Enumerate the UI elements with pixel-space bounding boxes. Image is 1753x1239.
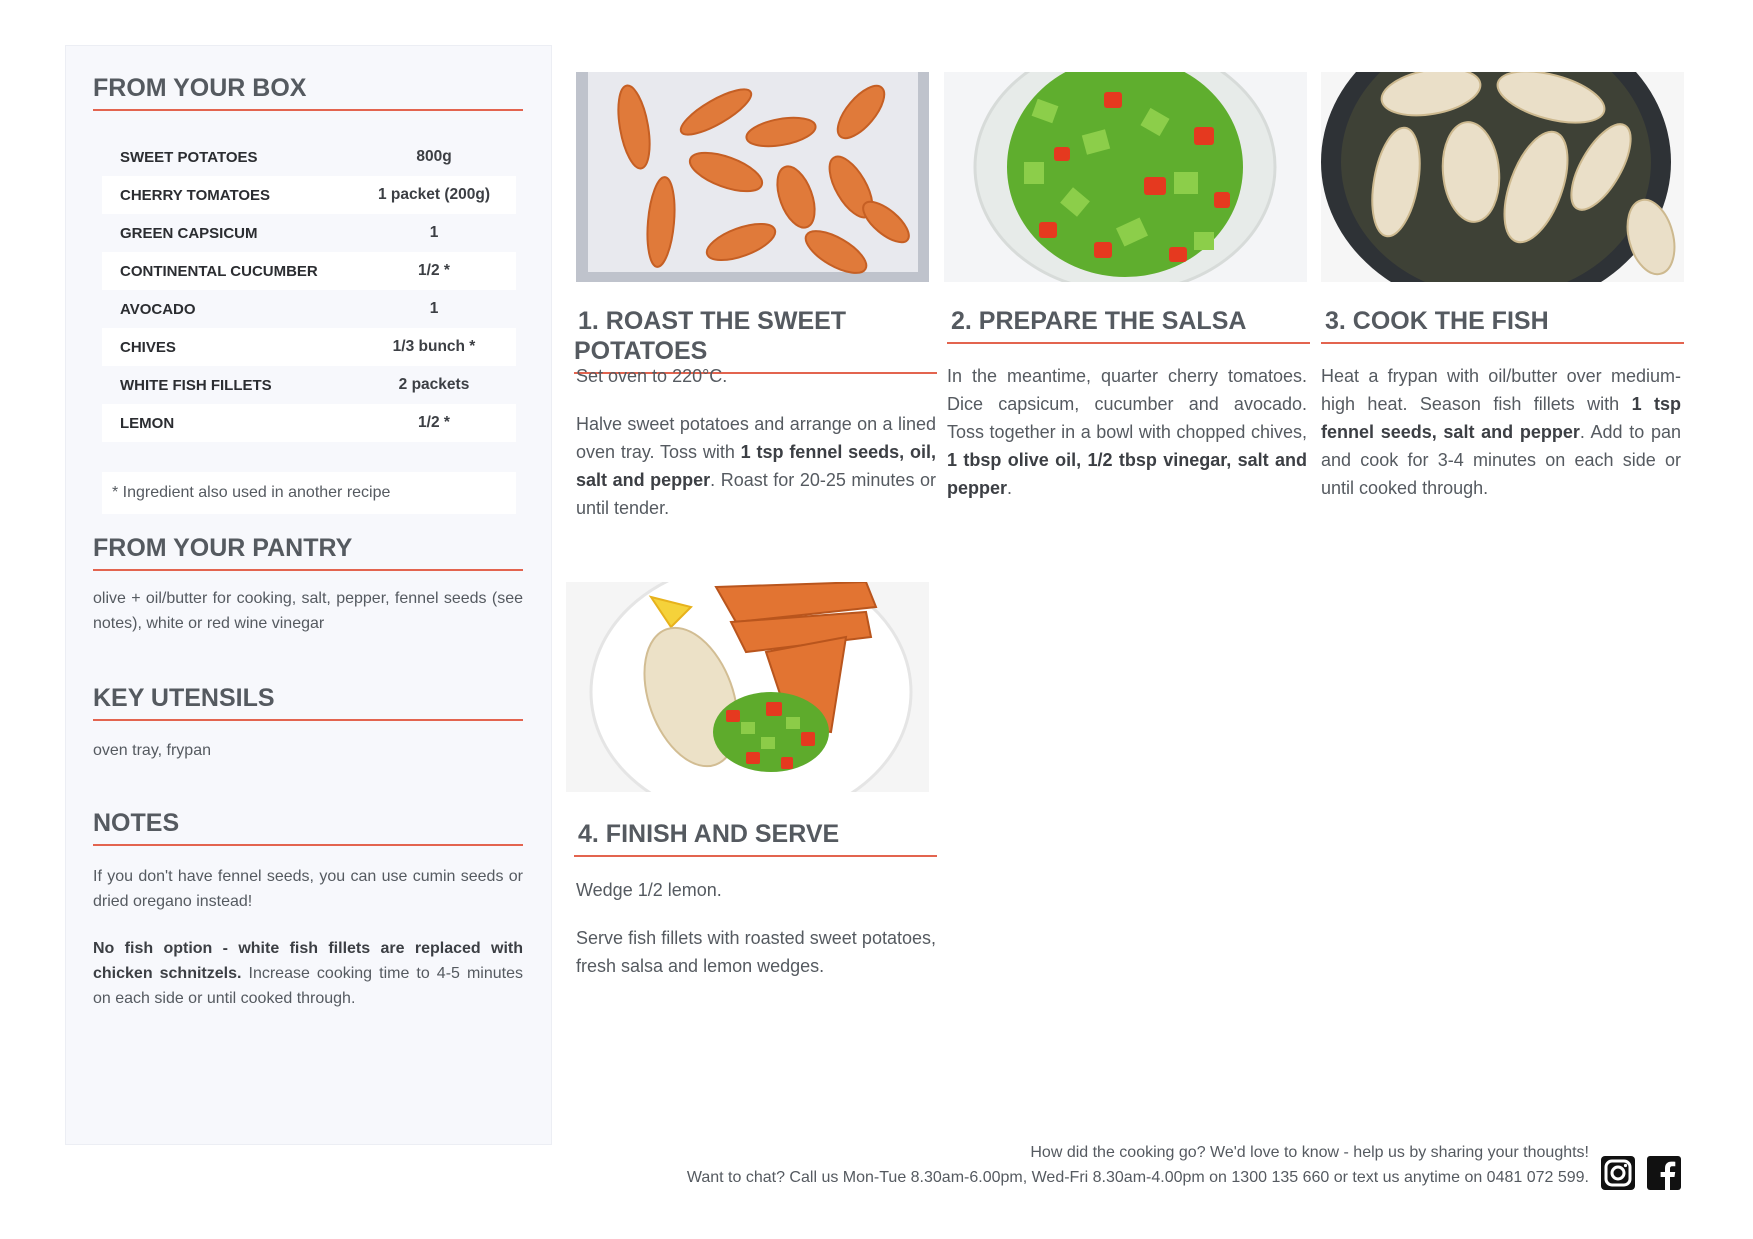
- step-4-title-text: 4. FINISH AND SERVE: [578, 820, 840, 848]
- step-1-text-c: . Roast for 20-25 minutes or until tender.: [576, 470, 936, 518]
- ingredient-row: [102, 176, 516, 214]
- step-2-para-1: [947, 362, 1307, 502]
- ingredients-panel: [65, 45, 552, 1145]
- from-your-box-heading: FROM YOUR BOX: [93, 73, 523, 111]
- ingredient-name: AVOCADO: [120, 300, 196, 318]
- step-2-body: [947, 362, 1307, 522]
- ingredient-name: CONTINENTAL CUCUMBER: [120, 262, 318, 280]
- step-3-text-a: Heat a frypan with oil/butter over medium-high heat. Season fish fillets with: [1321, 366, 1681, 414]
- step-2-text-bold: 1 tbsp olive oil, 1/2 tbsp vinegar, salt and pepper: [947, 450, 1307, 498]
- step-4-body: [576, 876, 936, 1000]
- step-1-para-1: Set oven to 220°C.: [576, 366, 728, 386]
- step-3-title: [1321, 306, 1684, 344]
- step-2-text-c: .: [1007, 478, 1013, 498]
- ingredient-row: [102, 252, 516, 290]
- ingredient-row: [102, 404, 516, 442]
- step-1-photo: [566, 72, 929, 282]
- fish-in-frypan-image: [1321, 72, 1684, 282]
- ingredient-qty: 1/2 *: [418, 262, 450, 279]
- ingredient-name: GREEN CAPSICUM: [120, 224, 258, 242]
- notes-heading: NOTES: [93, 808, 523, 846]
- from-your-pantry-heading: FROM YOUR PANTRY: [93, 533, 523, 571]
- ingredient-row: [102, 138, 516, 176]
- step-4-title: [574, 819, 937, 857]
- step-2-text-a: In the meantime, quarter cherry tomatoes. Dice capsicum, cucumber and avocado. Toss together in a bowl with chopped chives,: [947, 366, 1307, 442]
- step-4-photo: [566, 582, 929, 792]
- step-2-photo: [944, 72, 1307, 282]
- step-1-body: [576, 362, 936, 542]
- ingredient-qty: 1: [429, 224, 439, 241]
- ingredient-row: [102, 290, 516, 328]
- ingredient-qty: 800g: [416, 148, 452, 165]
- ingredient-name: WHITE FISH FILLETS: [120, 376, 272, 394]
- step-3-text-c: . Add to pan and cook for 3-4 minutes on each side or until cooked through.: [1321, 422, 1681, 498]
- contact-text: Want to chat? Call us Mon-Tue 8.30am-6.00pm, Wed-Fri 8.30am-4.00pm on 1300 135 660 or text us anytime on 0481 072 599.: [686, 1169, 1589, 1186]
- step-3-photo: [1321, 72, 1684, 282]
- step-4-para-1: Wedge 1/2 lemon.: [576, 880, 722, 900]
- step-1-title-text: 1. ROAST THE SWEET POTATOES: [574, 307, 847, 365]
- ingredient-name: CHERRY TOMATOES: [120, 186, 271, 204]
- ingredient-row: [102, 328, 516, 366]
- step-1-text-bold: 1 tsp fennel seeds, oil, salt and pepper: [576, 442, 936, 490]
- ingredient-row: [102, 366, 516, 404]
- ingredient-name: CHIVES: [120, 338, 176, 356]
- notes-text: If you don't have fennel seeds, you can use cumin seeds or dried oregano instead!: [93, 868, 523, 910]
- feedback-text: How did the cooking go? We'd love to know - help us by sharing your thoughts!: [1030, 1144, 1589, 1161]
- notes-fish-option-rest: Increase cooking time to 4-5 minutes on each side or until cooked through.: [93, 965, 524, 1007]
- notes-fish-option: [93, 936, 523, 1011]
- step-4-para-2: Serve fish fillets with roasted sweet potatoes, fresh salsa and lemon wedges.: [576, 928, 936, 976]
- ingredient-qty: 1/3 bunch *: [392, 338, 476, 355]
- plated-dish-image: [566, 582, 929, 792]
- salsa-bowl-image: [944, 72, 1307, 282]
- instagram-icon[interactable]: [1600, 1155, 1636, 1191]
- step-1-text-a: Halve sweet potatoes and arrange on a lined oven tray. Toss with: [576, 414, 936, 462]
- ingredient-name: LEMON: [120, 414, 175, 432]
- ingredient-qty: 2 packets: [398, 376, 470, 393]
- ingredient-table: [102, 138, 516, 442]
- ingredient-qty: 1/2 *: [418, 414, 450, 431]
- roasted-sweet-potatoes-image: [566, 72, 929, 282]
- step-2-title-text: 2. PREPARE THE SALSA: [951, 307, 1247, 335]
- ingredient-row: [102, 214, 516, 252]
- step-3-para-1: [1321, 362, 1681, 502]
- utensils-text: oven tray, frypan: [93, 742, 211, 759]
- ingredient-footnote: * Ingredient also used in another recipe: [102, 472, 516, 514]
- step-1-para-2: [576, 410, 936, 522]
- step-3-text-bold: 1 tsp fennel seeds, salt and pepper: [1321, 394, 1681, 442]
- ingredient-name: SWEET POTATOES: [120, 148, 258, 166]
- step-3-body: [1321, 362, 1681, 522]
- key-utensils-heading: KEY UTENSILS: [93, 683, 523, 721]
- notes-fish-option-bold: No fish option - white fish fillets are replaced with chicken schnitzels.: [93, 940, 523, 982]
- step-3-title-text: 3. COOK THE FISH: [1325, 307, 1549, 335]
- pantry-text: olive + oil/butter for cooking, salt, pepper, fennel seeds (see notes), white or red wine vinegar: [93, 590, 523, 632]
- ingredient-qty: 1 packet (200g): [378, 186, 490, 203]
- facebook-icon[interactable]: [1646, 1155, 1682, 1191]
- step-2-title: [947, 306, 1310, 344]
- ingredient-qty: 1: [429, 300, 439, 317]
